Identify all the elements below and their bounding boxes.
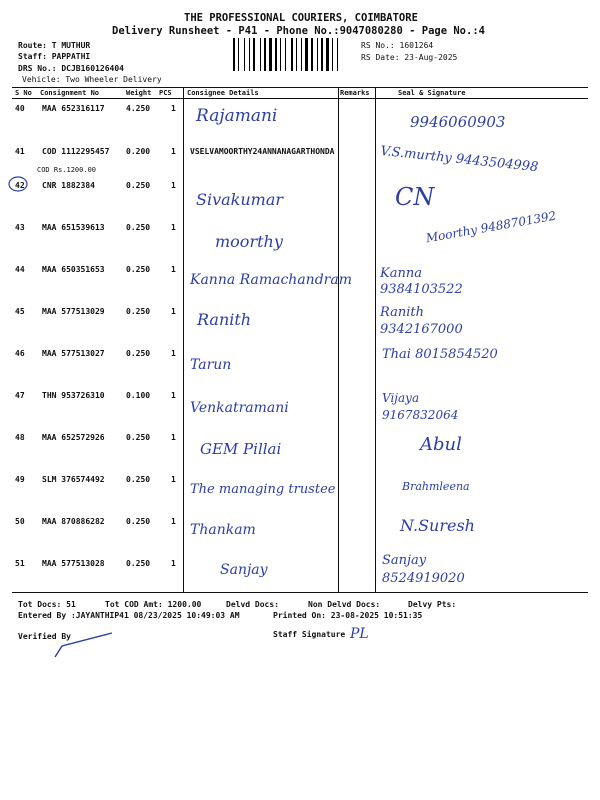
- staff: Staff: PAPPATHI: [18, 52, 91, 61]
- row-consignment: MAA 577513027: [42, 349, 105, 358]
- circle-mark: [9, 177, 27, 191]
- non-delivered-docs: Non Delvd Docs:: [308, 600, 381, 609]
- handwritten-name: Sivakumar: [196, 190, 284, 209]
- runsheet-subtitle: Delivery Runsheet - P41 - Phone No.:9047080280 - Page No.:4: [112, 25, 485, 37]
- row-consignment: MAA 652316117: [42, 104, 105, 113]
- entered-by: Entered By :JAYANTHIP41 08/23/2025 10:49:03 AM: [18, 611, 240, 620]
- row-consignment: THN 953726310: [42, 391, 105, 400]
- printed-on: Printed On: 23-08-2025 10:51:35: [273, 611, 423, 620]
- handwritten-signature: Abul: [420, 434, 462, 455]
- handwritten-signature: CN: [395, 183, 435, 211]
- row-sno: 44: [15, 265, 25, 274]
- handwritten-signature: N.Suresh: [400, 516, 475, 535]
- row-sno: 40: [15, 104, 25, 113]
- handwritten-name: The managing trustee: [190, 482, 336, 497]
- row-consignment: MAA 651539613: [42, 223, 105, 232]
- handwritten-name: Rajamani: [196, 106, 278, 126]
- row-consignment: MAA 577513029: [42, 307, 105, 316]
- row-weight: 0.200: [126, 147, 151, 156]
- handwritten-signature: 9946060903: [410, 113, 506, 131]
- row-weight: 0.100: [126, 391, 151, 400]
- row-consignment: MAA 652572926: [42, 433, 105, 442]
- row-pcs: 1: [171, 475, 176, 484]
- row-weight: 0.250: [126, 559, 151, 568]
- total-docs: Tot Docs: 51: [18, 600, 76, 609]
- handwritten-name: Tarun: [190, 357, 232, 373]
- col-signature: Seal & Signature: [398, 89, 466, 97]
- handwritten-name: moorthy: [215, 232, 283, 251]
- cod-amount: COD Rs.1200.00: [37, 166, 97, 174]
- row-sno: 43: [15, 223, 25, 232]
- row-consignment: SLM 376574492: [42, 475, 105, 484]
- row-pcs: 1: [171, 181, 176, 190]
- row-weight: 0.250: [126, 265, 151, 274]
- row-pcs: 1: [171, 559, 176, 568]
- row-weight: 4.250: [126, 104, 151, 113]
- col-pcs: PCS: [159, 89, 172, 97]
- handwritten-name: Sanjay: [220, 562, 268, 578]
- verified-by-label: Verified By: [18, 632, 71, 641]
- handwritten-name: GEM Pillai: [200, 440, 282, 458]
- col-consignee: Consignee Details: [187, 89, 259, 97]
- handwritten-name: Ranith: [197, 310, 252, 329]
- row-pcs: 1: [171, 349, 176, 358]
- row-weight: 0.250: [126, 433, 151, 442]
- handwritten-name: Venkatramani: [190, 400, 289, 416]
- row-weight: 0.250: [126, 349, 151, 358]
- col-consignment: Consignment No: [40, 89, 100, 97]
- row-sno: 51: [15, 559, 25, 568]
- delivered-docs: Delvd Docs:: [226, 600, 279, 609]
- row-pcs: 1: [171, 517, 176, 526]
- route: Route: T MUTHUR: [18, 41, 91, 50]
- handwritten-signature: Brahmleena: [402, 480, 470, 493]
- vehicle: Vehicle: Two Wheeler Delivery: [22, 75, 162, 84]
- delivery-points: Delvy Pts:: [408, 600, 457, 609]
- handwritten-signature: Kanna 9384103522: [380, 266, 463, 297]
- row-sno: 48: [15, 433, 25, 442]
- handwritten-signature: Moorthy 9488701392: [424, 208, 558, 246]
- col-sno: S No: [15, 89, 32, 97]
- row-sno: 46: [15, 349, 25, 358]
- row-consignment: CNR 1882384: [42, 181, 95, 190]
- row-sno: 45: [15, 307, 25, 316]
- row-sno: 41: [15, 147, 25, 156]
- row-pcs: 1: [171, 104, 176, 113]
- row-pcs: 1: [171, 223, 176, 232]
- row-sno: 47: [15, 391, 25, 400]
- row-weight: 0.250: [126, 517, 151, 526]
- row-weight: 0.250: [126, 223, 151, 232]
- row-pcs: 1: [171, 307, 176, 316]
- staff-signature-label: Staff Signature: [273, 630, 346, 639]
- total-cod-amount: Tot COD Amt: 1200.00: [105, 600, 202, 609]
- row-pcs: 1: [171, 265, 176, 274]
- rs-date: RS Date: 23-Aug-2025: [361, 53, 458, 62]
- row-sno: 42: [15, 181, 25, 190]
- handwritten-name: Kanna Ramachandram: [190, 272, 352, 288]
- row-weight: 0.250: [126, 181, 151, 190]
- row-consignment: MAA 650351653: [42, 265, 105, 274]
- col-weight: Weight: [126, 89, 152, 97]
- handwritten-signature: V.S.murthy 9443504998: [379, 143, 539, 176]
- row-consignment: MAA 870886282: [42, 517, 105, 526]
- handwritten-signature: Thai 8015854520: [382, 347, 498, 362]
- row-consignee-details: VSELVAMOORTHY24ANNANAGARTHONDA: [190, 147, 335, 156]
- drs-number: DRS No.: DCJB160126404: [18, 64, 124, 73]
- row-sno: 49: [15, 475, 25, 484]
- company-title: THE PROFESSIONAL COURIERS, COIMBATORE: [184, 12, 418, 24]
- handwritten-signature: Ranith 9342167000: [380, 305, 463, 337]
- handwritten-signature: Sanjay 8524919020: [382, 553, 465, 586]
- row-weight: 0.250: [126, 475, 151, 484]
- row-weight: 0.250: [126, 307, 151, 316]
- handwritten-signature: Vijaya 9167832064: [382, 391, 459, 422]
- row-consignment: COD 1112295457: [42, 147, 110, 156]
- staff-signature-handwritten: PL: [350, 626, 369, 642]
- row-consignment: MAA 577513028: [42, 559, 105, 568]
- col-remarks: Remarks: [340, 89, 370, 97]
- row-pcs: 1: [171, 147, 176, 156]
- row-sno: 50: [15, 517, 25, 526]
- row-pcs: 1: [171, 391, 176, 400]
- handwritten-name: Thankam: [190, 522, 256, 538]
- rs-number: RS No.: 1601264: [361, 41, 434, 50]
- row-pcs: 1: [171, 433, 176, 442]
